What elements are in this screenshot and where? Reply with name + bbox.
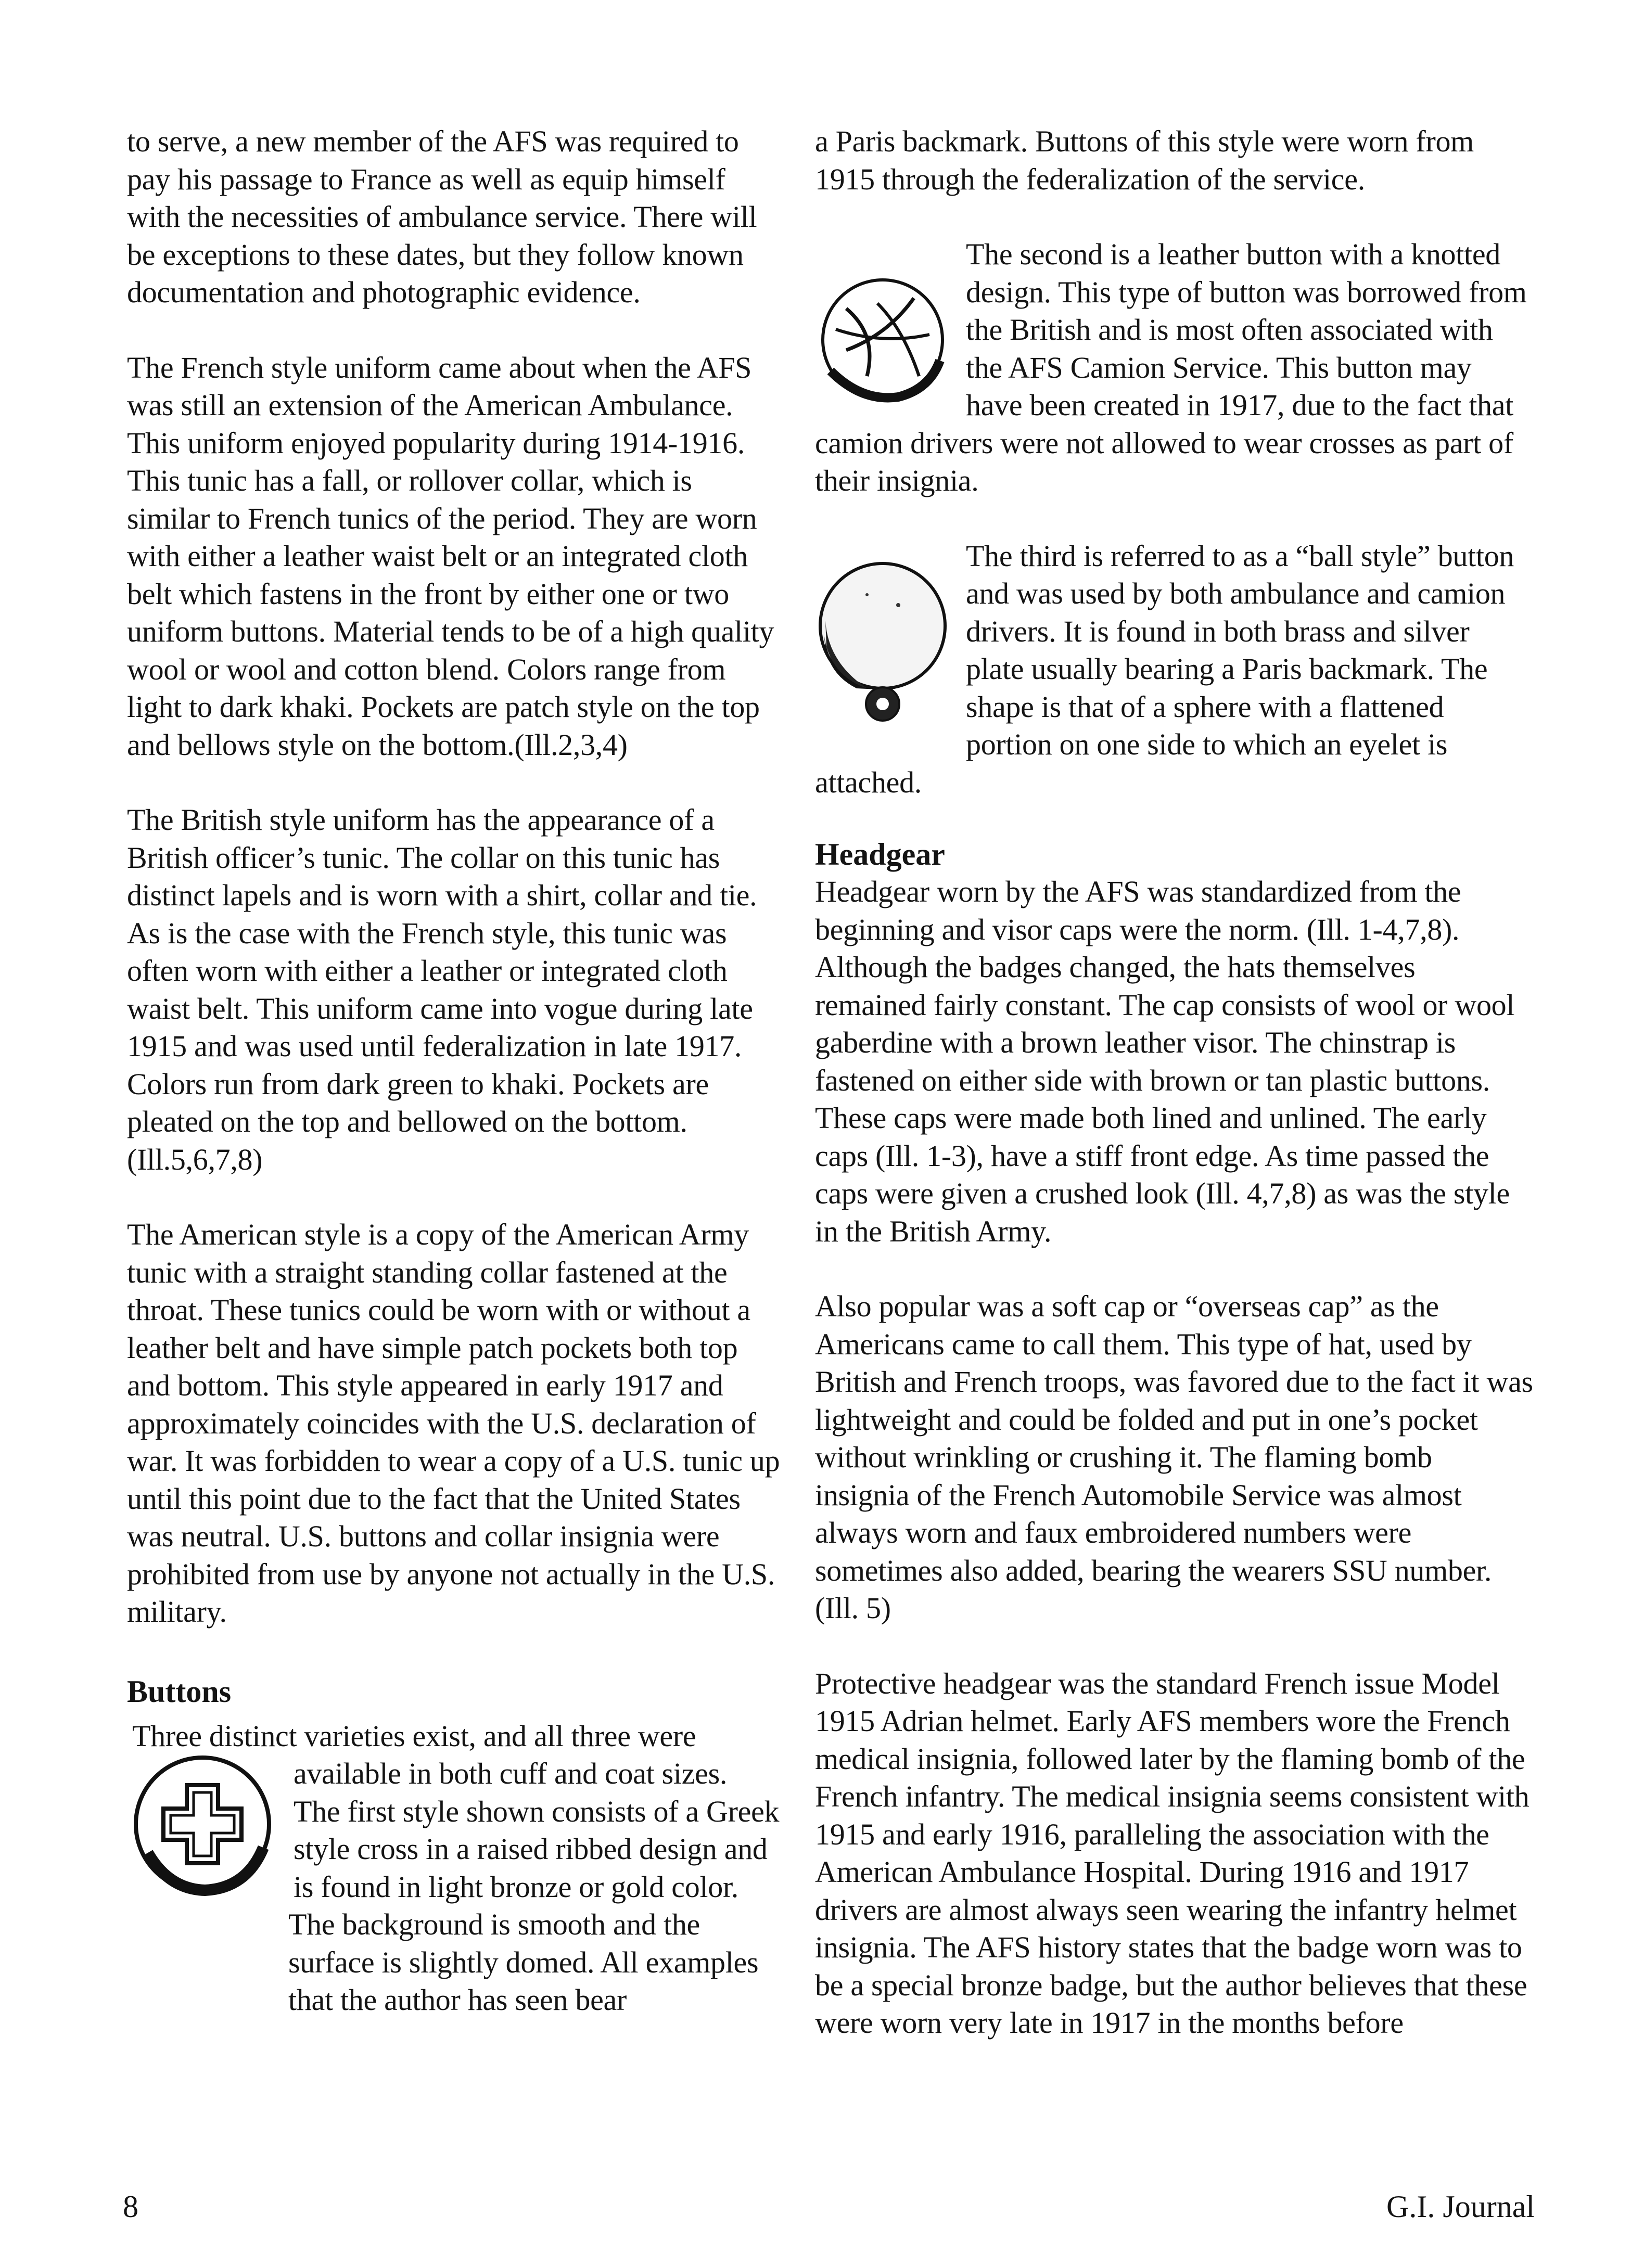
headgear-heading: Headgear xyxy=(815,837,945,872)
ball-style-button-illustration xyxy=(815,558,950,730)
leather-knot-button-illustration xyxy=(815,272,950,407)
right-column xyxy=(815,123,1533,2042)
journal-name: G.I. Journal xyxy=(1386,2189,1535,2224)
left-column xyxy=(127,123,780,2019)
paragraph-overseas-cap: Also popular was a soft cap or “overseas cap” as the Americans came to call them. This type of hat, used by British and French troops, was favored due to the fact it was lightweight and could be folded and put in one’s pocket without wrinkling or crushing it. The flaming bomb insignia of the French Automobile Service was almost always worn and faux embroidered numbers were sometimes also added, bearing the wearers SSU number. (Ill. 5) xyxy=(815,1289,1533,1625)
paragraph-paris-backmark: a Paris backmark. Buttons of this style were worn from 1915 through the federalization of the service. xyxy=(815,124,1474,196)
buttons-heading: Buttons xyxy=(127,1674,232,1709)
paragraph-british-style: The British style uniform has the appearance of a British officer’s tunic. The collar on this tunic has distinct lapels and is worn with a shirt, collar and tie. As is the case with the French style, this tunic was often worn with either a leather or integrated cloth waist belt. This uniform came into vogue during late 1915 and was used until federalization in late 1917. Colors run from dark green to khaki. Pockets are pleated on the top and bellowed on the bottom.(Ill.5,6,7,8) xyxy=(127,803,757,1176)
paragraph-ball-button: The third is referred to as a “ball style” button and was used by both ambulance and camion drivers. It is found in both brass and silver plate usually bearing a Paris backmark. The shape is that of a sphere with a flattened portion on one side to which an eyelet is attached. xyxy=(815,539,1514,799)
paragraph-visor-caps: Headgear worn by the AFS was standardized from the beginning and visor caps were the norm. (Ill. 1-4,7,8). Although the badges changed, the hats themselves remained fairly constant. The cap consists of wool or wool gaberdine with a brown leather visor. The chinstrap is fastened on either side with brown or tan plastic buttons. These caps were made both lined and unlined. The early caps (Ill. 1-3), have a stiff front edge. As time passed the caps were given a crushed look (Ill. 4,7,8) as was the style in the British Army. xyxy=(815,875,1515,1248)
greek-cross-button-illustration xyxy=(127,1749,278,1900)
paragraph-protective-headgear: Protective headgear was the standard French issue Model 1915 Adrian helmet. Early AFS members wore the French medical insignia, followed later by the flaming bomb of the French infantry. The medical insignia seems consistent with 1915 and early 1916, paralleling the association with the American Ambulance Hospital. During 1916 and 1917 drivers are almost always seen wearing the infantry helmet insignia. The AFS history states that the badge worn was to be a special bronze badge, but the author believes that these were worn very late in 1917 in the months before xyxy=(815,1666,1530,2040)
paragraph-american-style: The American style is a copy of the American Army tunic with a straight standing collar fastened at the throat. These tunics could be worn with or without a leather belt and have simple patch pockets both top and bottom. This style appeared in early 1917 and approximately coincides with the U.S. declaration of war. It was forbidden to wear a copy of a U.S. tunic up until this point due to the fact that the United States was neutral. U.S. buttons and collar insignia were prohibited from use by anyone not actually in the U.S. military. xyxy=(127,1218,780,1629)
paragraph-button-varieties: Three distinct varieties exist, and all three were available in both cuff and coat sizes. The first style shown consists of a Greek style cross in a raised ribbed design and is found in light bronze or gold color. The background is smooth and the surface is slightly domed. All examples that the author has seen bear xyxy=(132,1719,780,2017)
paragraph-leather-button: The second is a leather button with a knotted design. This type of button was borrowed from the British and is most often associated with the AFS Camion Service. This button may have been created in 1917, due to the fact that camion drivers were not allowed to wear crosses as part of their insignia. xyxy=(815,237,1527,497)
page-number: 8 xyxy=(123,2189,138,2224)
paragraph-intro: to serve, a new member of the AFS was required to pay his passage to France as well as equip himself with the necessities of ambulance service. There will be exceptions to these dates, but they follow known documentation and photographic evidence. xyxy=(127,124,757,309)
paragraph-french-style: The French style uniform came about when the AFS was still an extension of the American Ambulance. This uniform enjoyed popularity during 1914-1916. This tunic has a fall, or rollover collar, which is similar to French tunics of the period. They are worn with either a leather waist belt or an integrated cloth belt which fastens in the front by either one or two uniform buttons. Material tends to be of a high quality wool or wool and cotton blend. Colors range from light to dark khaki. Pockets are patch style on the top and bellows style on the bottom.(Ill.2,3,4) xyxy=(127,350,774,762)
